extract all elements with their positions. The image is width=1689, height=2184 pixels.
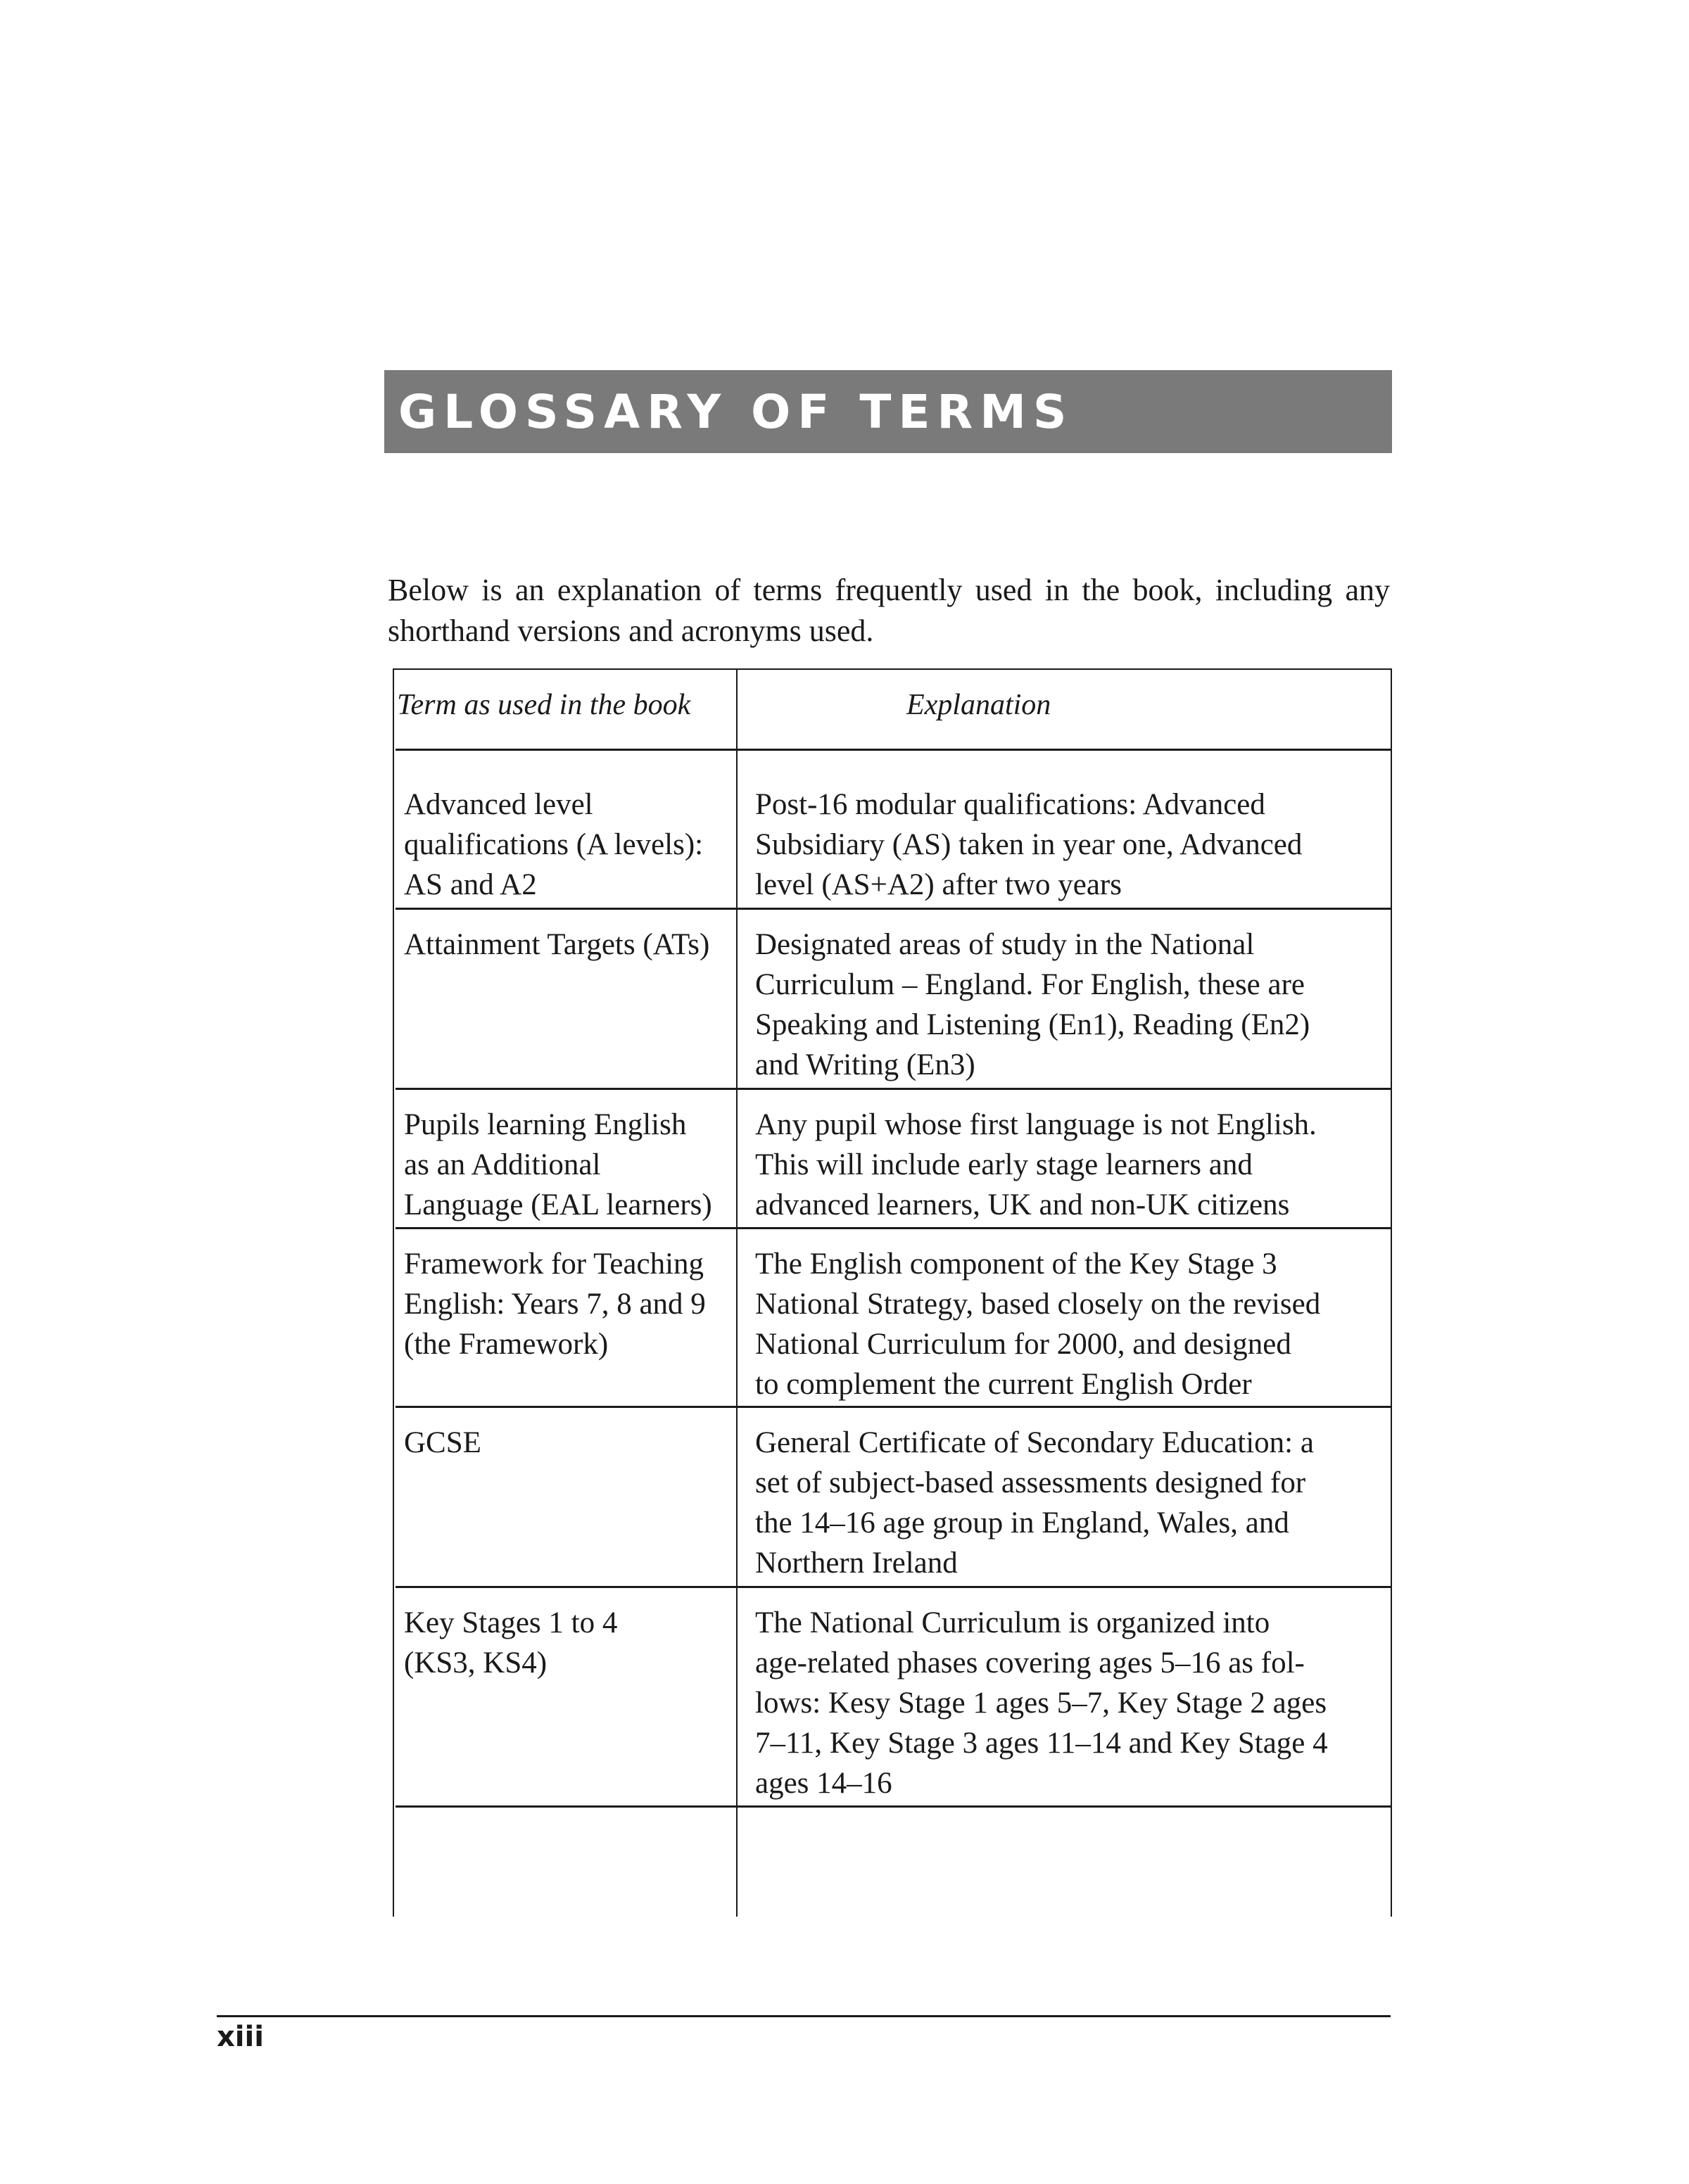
row-separator [396,1088,1391,1090]
row-6-term: Key Stages 1 to 4 (KS3, KS4) [404,1606,618,1680]
row-5-term: GCSE [404,1426,481,1459]
page-number: xiii [217,2021,264,2053]
row-3-term: Pupils learning English as an Additional Language (EAL learners) [404,1108,712,1221]
header-term: Term as used in the book [397,689,691,721]
row-2-explanation: Designated areas of study in the National Curriculum – England. For English, these are Speaking and Listening (En1), Reading (En2) and Writing (En3) [755,928,1310,1081]
footer-rule [217,2015,1391,2017]
row-separator [396,908,1391,910]
row-6-explanation: The National Curriculum is organized into age-related phases covering ages 5–16 as fol- lows: Kesy Stage 1 ages 5–7, Key Stage 2 ages 7–11, Key Stage 3 ages 11–14 and Key Stage 4 ages 14–16 [755,1606,1328,1800]
row-1-explanation: Post-16 modular qualifications: Advanced Subsidiary (AS) taken in year one, Advanced level (AS+A2) after two years [755,788,1303,901]
header-explanation: Explanation [906,689,1051,721]
table-top-border [393,668,1392,670]
row-1-term: Advanced level qualifications (A levels): AS and A2 [404,788,704,901]
row-separator [396,1805,1391,1808]
row-4-term: Framework for Teaching English: Years 7, 8 and 9 (the Framework) [404,1247,706,1361]
row-separator [396,1227,1391,1229]
row-5-explanation: General Certificate of Secondary Education: a set of subject-based assessments designed for the 14–16 age group in England, Wales, and Northern Ireland [755,1426,1314,1580]
row-2-term: Attainment Targets (ATs) [404,928,710,961]
row-separator [396,1586,1391,1588]
row-3-explanation: Any pupil whose first language is not English. This will include early stage learners and advanced learners, UK and non-UK citizens [755,1108,1317,1221]
intro-paragraph: Below is an explanation of terms frequently used in the book, including any shorthand versions and acronyms used. [388,573,1390,648]
glossary-banner [384,370,1392,453]
header-separator [396,749,1391,751]
table-right-border [1391,668,1392,1917]
page-title: GLOSSARY OF TERMS [398,384,1074,439]
row-separator [396,1406,1391,1408]
row-4-explanation: The English component of the Key Stage 3 National Strategy, based closely on the revised National Curriculum for 2000, and designed to complement the current English Order [755,1247,1321,1401]
table-left-border [393,668,394,1917]
